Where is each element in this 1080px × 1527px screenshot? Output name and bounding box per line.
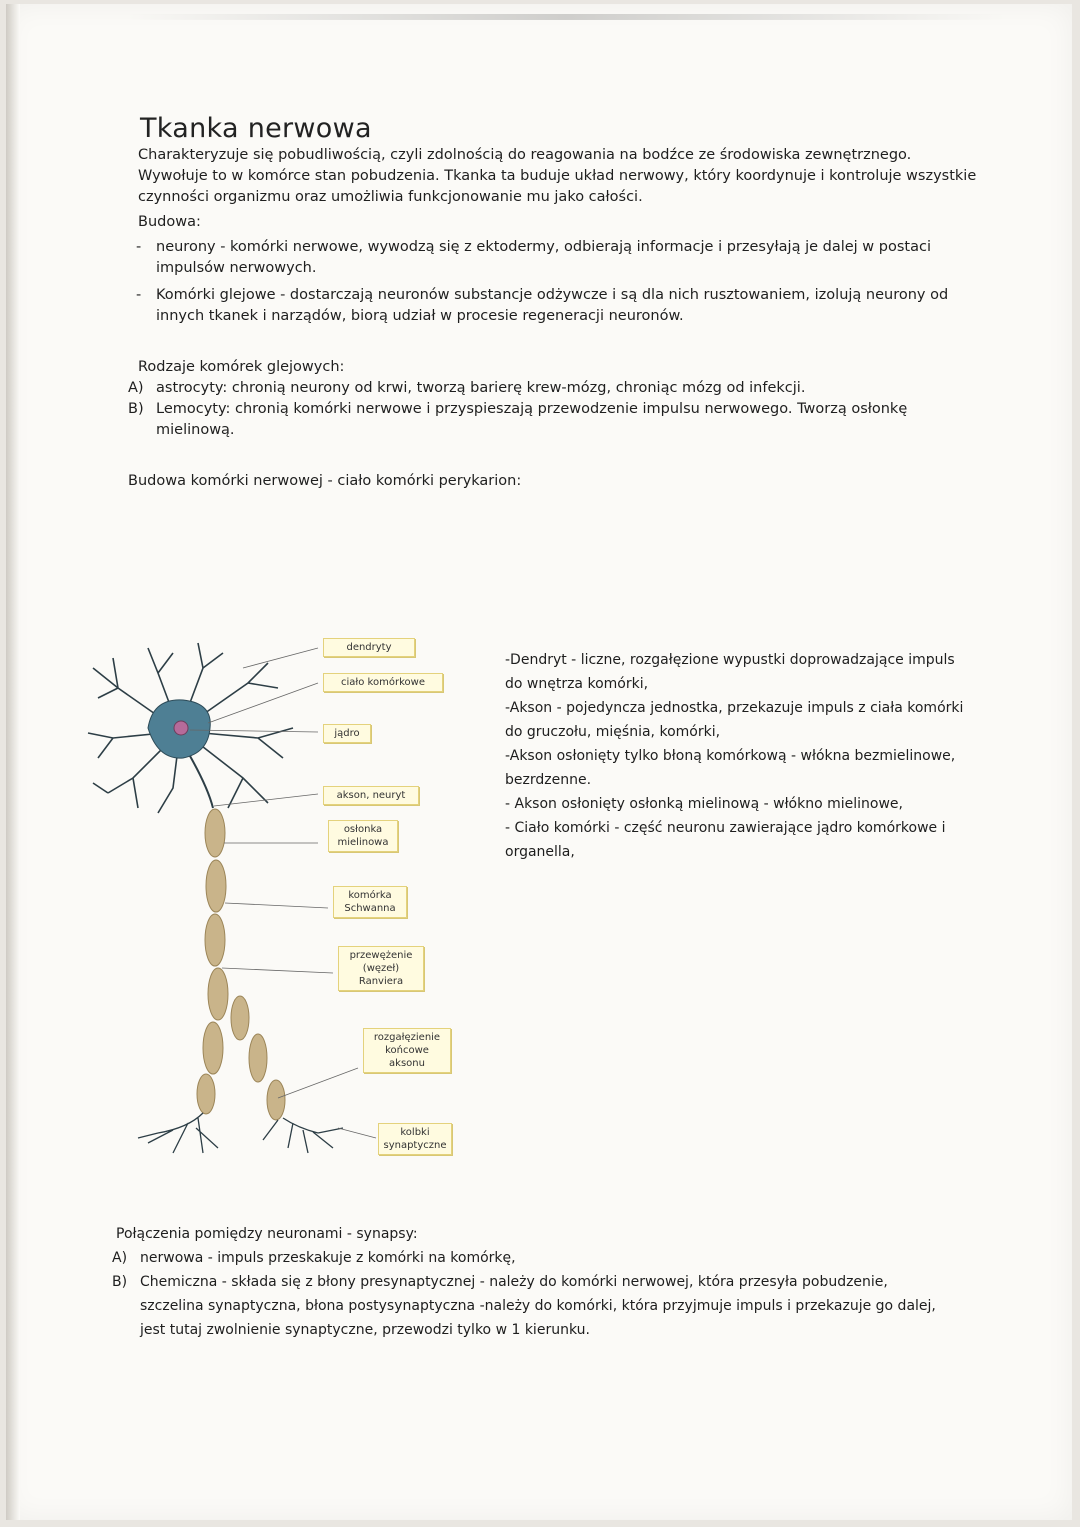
label-cialo-komorkowe: ciało komórkowe xyxy=(323,673,443,692)
desc-mielinowe: - Akson osłonięty osłonką mielinową - włókno mielinowe, xyxy=(505,796,903,812)
list-item: A) nerwowa - impuls przeskakuje z komórki na komórkę, xyxy=(112,1250,516,1266)
label-rozgalezienie: rozgałęzienie końcowe aksonu xyxy=(363,1028,451,1073)
label-schwann: komórka Schwanna xyxy=(333,886,407,918)
axon-terminals xyxy=(138,1113,343,1153)
glej-list xyxy=(128,378,978,441)
desc-dendryt: -Dendryt - liczne, rozgałęzione wypustki doprowadzające impuls do wnętrza komórki, xyxy=(505,652,955,692)
desc-bezmielinowe: -Akson osłonięty tylko błoną komórkową - włókna bezmielinowe, bezrdzenne. xyxy=(505,748,956,788)
page-edge-shadow xyxy=(6,4,20,1520)
budowa-heading: Budowa: xyxy=(138,214,201,230)
desc-cialo: - Ciało komórki - część neuronu zawierające jądro komórkowe i organella, xyxy=(505,820,946,860)
label-ranvier: przewężenie (węzeł) Ranviera xyxy=(338,946,424,991)
label-jadro: jądro xyxy=(323,724,371,743)
label-dendryty: dendryty xyxy=(323,638,415,657)
list-item: B) Chemiczna - składa się z błony presynaptycznej - należy do komórki nerwowej, która przesyła pobudzenie, szczelina synaptyczna, błona postysynaptyczna -należy do komórki, która przyjmuje impuls i przekazuje go dalej, jest tutaj zwolnienie synaptyczne, przewodzi tylko w 1 kierunku. xyxy=(112,1274,936,1338)
scan-edge xyxy=(126,14,1006,20)
list-item: - neurony - komórki nerwowe, wywodzą się z ektodermy, odbierają informacje i przesyłają je dalej w postaci impulsów nerwowych. xyxy=(136,239,931,276)
page-title: Tkanka nerwowa xyxy=(140,113,372,144)
intro-paragraph: Charakteryzuje się pobudliwością, czyli zdolnością do reagowania na bodźce ze środowiska zewnętrznego. Wywołuje to w komórce stan pobudzenia. Tkanka ta buduje układ nerwowy, który koordynuje i kontroluje wszystkie czynności organizmu oraz umożliwia funkcjonowanie mu jako całości. xyxy=(138,147,977,205)
list-item: - Komórki glejowe - dostarczają neuronów substancje odżywcze i są dla nich rusztowaniem, izolują neurony od innych tkanek i narządów, biorą udział w procesie regeneracji neuronów. xyxy=(136,287,949,324)
glej-heading: Rodzaje komórek glejowych: xyxy=(138,359,345,375)
synapsy-section xyxy=(112,1222,942,1342)
label-kolbki: kolbki synaptyczne xyxy=(378,1123,452,1155)
label-akson: akson, neuryt xyxy=(323,786,419,805)
diagram-descriptions xyxy=(505,648,975,864)
label-oslonka: osłonka mielinowa xyxy=(328,820,398,852)
budowa-komorki-heading: Budowa komórki nerwowej - ciało komórki perykarion: xyxy=(128,473,522,489)
desc-akson: -Akson - pojedyncza jednostka, przekazuje impuls z ciała komórki do gruczołu, mięśnia, komórki, xyxy=(505,700,964,740)
neuron-illustration xyxy=(78,628,498,1188)
nucleus xyxy=(174,721,188,735)
budowa-list xyxy=(128,237,978,327)
synapsy-list xyxy=(112,1246,942,1342)
myelin-sheath xyxy=(197,809,285,1120)
neuron-diagram xyxy=(78,628,498,1188)
axon-hillock xyxy=(190,756,213,808)
main-text xyxy=(128,113,978,492)
list-item: B) Lemocyty: chronią komórki nerwowe i przyspieszają przewodzenie impulsu nerwowego. Tworzą osłonkę mielinową. xyxy=(128,401,908,438)
list-item: A) astrocyty: chronią neurony od krwi, tworzą barierę krew-mózg, chroniąc mózg od infekcji. xyxy=(128,380,806,396)
synapsy-heading: Połączenia pomiędzy neuronami - synapsy: xyxy=(116,1226,418,1242)
